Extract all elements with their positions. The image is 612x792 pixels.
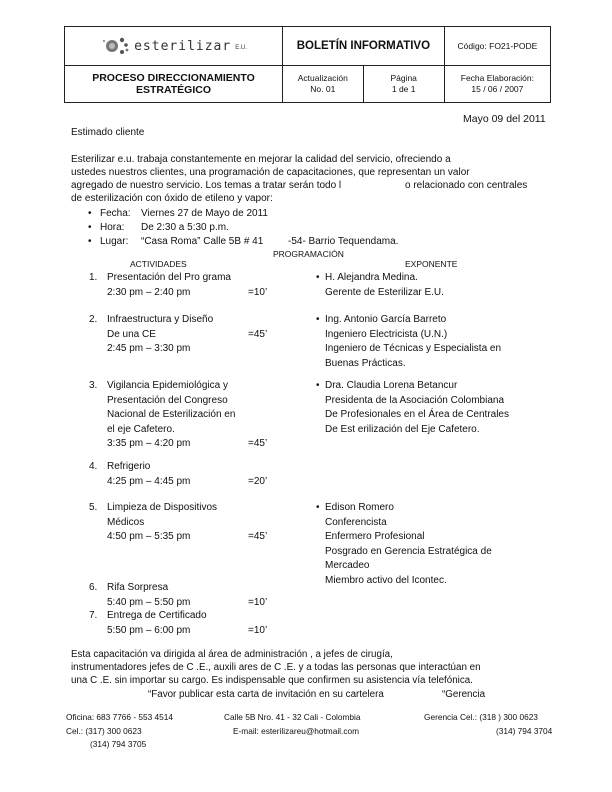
agenda-item-speaker: H. Alejandra Medina.: [325, 272, 418, 283]
fecha-value: Viernes 27 de Mayo de 2011: [141, 208, 268, 219]
agenda-item-speaker: Presidenta de la Asociación Colombiana: [325, 394, 504, 406]
footer-cel: Cel.: (317) 300 0623: [66, 726, 142, 736]
agenda-item-speaker: Posgrado en Gerencia Estratégica de: [325, 545, 492, 557]
bullet-icon: •: [88, 222, 92, 233]
programacion-heading: PROGRAMACIÓN: [273, 249, 344, 259]
footer-address: Calle 5B Nro. 41 - 32 Cali - Colombia: [224, 712, 361, 722]
column-exponente: EXPONENTE: [405, 259, 458, 269]
agenda-item-speaker: Buenas Prácticas.: [325, 357, 406, 369]
footer-email[interactable]: E-mail: esterilizareu@hotmail.com: [233, 726, 359, 736]
lugar-label: Lugar:: [100, 236, 129, 247]
header-table: [64, 26, 551, 103]
agenda-item-speaker: Enfermero Profesional: [325, 531, 425, 542]
footer-oficina: Oficina: 683 7766 - 553 4514: [66, 712, 174, 722]
bulletin-title: BOLETÍN INFORMATIVO: [282, 27, 444, 66]
page-label: Página: [390, 73, 417, 83]
agenda-item-time: 2:30 pm – 2:40 pm: [107, 286, 191, 298]
logo-suffix: E.U.: [235, 45, 247, 51]
agenda-item-title: Nacional de Esterilización en: [107, 409, 236, 420]
agenda-item-number: 2.: [89, 314, 98, 325]
intro-line-2: ustedes nuestros clientes, una programación de capacitaciones, que representan un valor: [71, 167, 470, 178]
footer-cel-2: (314) 794 3704: [496, 726, 553, 736]
greeting: Estimado cliente: [71, 127, 145, 138]
update-value: No. 01: [310, 84, 336, 94]
agenda-item-speaker: Edison Romero: [325, 502, 394, 513]
footer-gerencia: Gerencia Cel.: (318 ) 300 0623: [424, 712, 538, 722]
update-label: Actualización: [297, 73, 348, 83]
process-title-cell: [65, 66, 283, 103]
footer-cel-3: (314) 794 3705: [90, 739, 147, 749]
letter-date: Mayo 09 del 2011: [463, 113, 546, 125]
agenda-item-number: 5.: [89, 502, 98, 513]
agenda-item-title: Presentación del Congreso: [107, 394, 228, 406]
update-cell: [282, 66, 363, 103]
date-cell: [444, 66, 550, 103]
bullet-icon: •: [316, 314, 320, 325]
agenda-item-title: Limpieza de Dispositivos: [107, 502, 218, 513]
agenda-item-speaker: Miembro activo del Icontec.: [325, 574, 447, 586]
fecha-label: Fecha:: [100, 208, 131, 219]
agenda-item-title: Refrigerio: [107, 461, 151, 472]
closing-line-1: Esta capacitación va dirigida al área de administración , a jefes de cirugía,: [71, 649, 393, 660]
agenda-item-duration: =10’: [248, 596, 268, 608]
bullet-icon: •: [88, 236, 92, 247]
agenda-item-title: Presentación del Pro grama: [107, 272, 231, 283]
agenda-item-number: 4.: [89, 461, 98, 472]
document-code: Código: FO21-PODE: [444, 27, 550, 66]
logo-text: esterilizar: [134, 38, 232, 54]
agenda-item-speaker: Ingeniero de Técnicas y Especialista en: [325, 343, 502, 354]
bullet-icon: •: [316, 502, 320, 513]
agenda-item-title: 2:45 pm – 3:30 pm: [107, 343, 191, 354]
agenda-item-speaker: Mercadeo: [325, 560, 370, 571]
logo-cell: [65, 27, 283, 66]
agenda-item-time: 4:50 pm – 5:35 pm: [107, 531, 191, 542]
agenda-item-title: Infraestructura y Diseño: [107, 314, 214, 325]
bullet-icon: •: [88, 208, 92, 219]
closing-line-4b: “Gerencia: [442, 689, 486, 700]
agenda-item-title: Rifa Sorpresa: [107, 582, 169, 593]
agenda-item-speaker: Dra. Claudia Lorena Betancur: [325, 380, 458, 391]
agenda-item-number: 6.: [89, 582, 98, 593]
company-logo: [65, 35, 282, 57]
agenda-item-number: 3.: [89, 380, 98, 391]
closing-line-4a: “Favor publicar esta carta de invitación en su cartelera: [148, 689, 384, 700]
lugar-value-b: -54- Barrio Tequendama.: [288, 236, 399, 247]
agenda-item-speaker: Conferencista: [325, 516, 387, 528]
date-value: 15 / 06 / 2007: [471, 84, 524, 94]
closing-line-2: instrumentadores jefes de C .E., auxili ares de C .E. y a todas las personas que interactúan en: [71, 662, 481, 673]
intro-line-1: Esterilizar e.u. trabaja constantemente en mejorar la calidad del servicio, ofreciendo a: [71, 154, 451, 165]
agenda-item-duration: =20’: [248, 475, 268, 487]
agenda-item-speaker: Ing. Antonio García Barreto: [325, 314, 447, 325]
process-title-line1: PROCESO DIRECCIONAMIENTO: [92, 72, 255, 84]
hora-value: De 2:30 a 5:30 p.m.: [141, 222, 229, 233]
page-value: 1 de 1: [391, 84, 416, 94]
agenda-item-duration: =45’: [248, 531, 268, 542]
agenda-item-title: Vigilancia Epidemiológica y: [107, 380, 228, 391]
agenda-item-duration: =10’: [248, 286, 268, 298]
process-title-line2: ESTRATÉGICO: [135, 84, 212, 96]
agenda-item-speaker: Gerente de Esterilizar E.U.: [325, 286, 444, 298]
agenda-item-title: el eje Cafetero.: [107, 423, 175, 435]
closing-line-3: una C .E. sin importar su cargo. Es indispensable que confirmen su asistencia vía telefónica.: [71, 675, 473, 686]
logo-dots-icon: [100, 35, 130, 57]
lugar-value-a: “Casa Roma” Calle 5B # 41: [141, 236, 264, 247]
agenda-item-speaker: Ingeniero Electricista (U.N.): [325, 328, 448, 340]
intro-line-4: de esterilización con óxido de etileno y vapor:: [71, 193, 273, 204]
intro-line-3b: o relacionado con centrales: [405, 180, 528, 191]
agenda-item-time: De una CE: [107, 328, 156, 340]
agenda-item-title: Médicos: [107, 516, 145, 528]
agenda-item-time: 3:35 pm – 4:20 pm: [107, 438, 191, 449]
agenda-item-speaker: De Est erilización del Eje Cafetero.: [325, 423, 480, 435]
agenda-item-time: 4:25 pm – 4:45 pm: [107, 475, 191, 487]
intro-line-3a: agregado de nuestro servicio. Los temas a tratar serán todo l: [71, 180, 342, 191]
page-cell: [363, 66, 444, 103]
hora-label: Hora:: [100, 222, 125, 233]
bullet-icon: •: [316, 380, 320, 391]
agenda-item-speaker: De Profesionales en el Área de Centrales: [325, 409, 509, 420]
date-label: Fecha Elaboración:: [460, 73, 535, 83]
agenda-item-title: Entrega de Certificado: [107, 610, 207, 621]
agenda-item-duration: =45’: [248, 438, 268, 449]
agenda-item-time: 5:50 pm – 6:00 pm: [107, 624, 191, 636]
bullet-icon: •: [316, 272, 320, 283]
agenda-item-duration: =10’: [248, 624, 268, 636]
agenda-item-time: 5:40 pm – 5:50 pm: [107, 596, 191, 608]
agenda-item-duration: =45’: [248, 328, 268, 340]
agenda-item-number: 1.: [89, 272, 98, 283]
agenda-item-number: 7.: [89, 610, 98, 621]
column-actividades: ACTIVIDADES: [130, 259, 187, 269]
